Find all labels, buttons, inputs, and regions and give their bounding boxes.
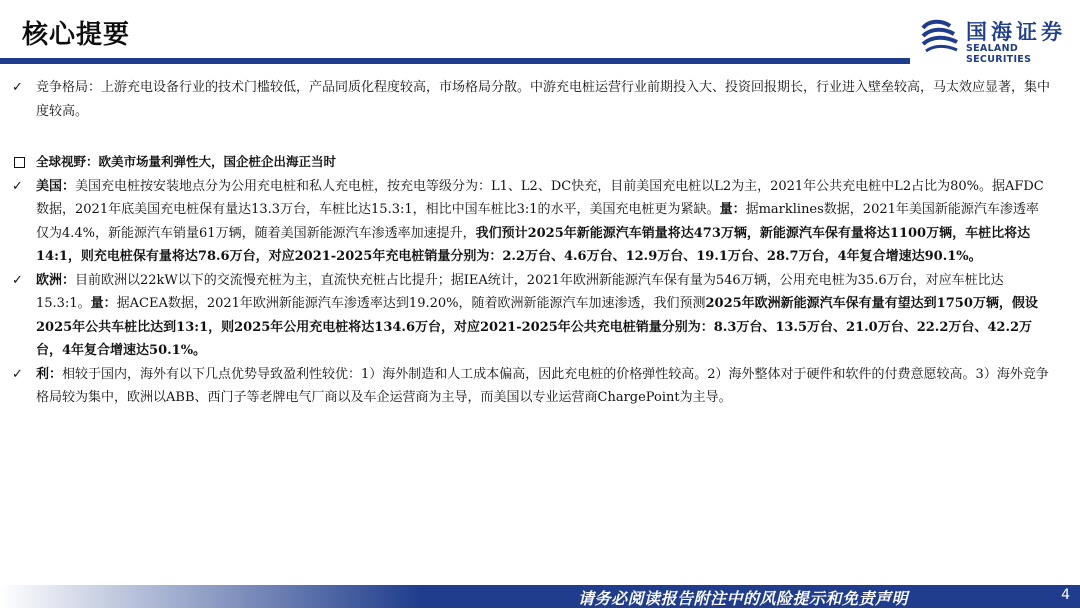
europe-text-2: 据ACEA数据，2021年欧洲新能源汽车渗透率达到19.20%，随着欧洲新能源汽车加速渗透，我们预测 [116, 296, 706, 311]
logo-chinese-name: 国海证券 [966, 20, 1066, 44]
check-icon: ✓ [12, 178, 23, 194]
check-icon: ✓ [12, 366, 23, 382]
logo-english-name: SEALAND SECURITIES [966, 43, 1032, 65]
europe-paragraph [12, 269, 1050, 363]
usa-text-2: 据marklines数据，2021年美国新能源汽车渗透率仅为4.4%，新能源汽车销量61万辆，随着美国新能源汽车渗透率加速提升， [36, 202, 1039, 241]
footer-bar [0, 585, 1080, 608]
disclaimer-text: 请务必阅读报告附注中的风险提示和免责声明 [578, 589, 909, 608]
competition-paragraph [12, 76, 1050, 123]
europe-forecast: 2025年欧洲新能源汽车保有量有望达到1750万辆，假设2025年公共车桩比达到13:1，则2025年公用充电桩将达134.6万台，对应2021-2025年公共充电桩销量分别为：8.3万台、13.5万台、21.0万台、22.2万台、42.2万台，4年复合增速达50.1%。 [36, 296, 1038, 358]
usa-forecast: 我们预计2025年新能源汽车销量将达473万辆，新能源汽车保有量将达1100万辆，车桩比将达14:1，则充电桩保有量将达78.6万台，对应2021-2025年充电桩销量分别为：2.2万台、4.6万台、12.9万台、19.1万台、28.7万台，4年复合增速达90.1%。 [36, 225, 1031, 264]
spacer [12, 123, 1050, 150]
section-heading-text: 全球视野：欧美市场量利弹性大，国企桩企出海正当时 [36, 154, 337, 169]
check-icon: ✓ [12, 272, 23, 288]
company-logo [920, 16, 1070, 65]
page-number: 4 [1061, 587, 1070, 603]
usa-paragraph [12, 175, 1050, 269]
check-icon: ✓ [12, 80, 23, 95]
usa-volume-label: 量： [719, 202, 746, 217]
profit-label: 利： [36, 366, 63, 382]
competition-text: 竞争格局：上游充电设备行业的技术门槛较低，产品同质化程度较高，市场格局分散。中游充电桩运营行业前期投入大、投资回报期长，行业进入壁垒较高，马太效应显著，集中度较高。 [36, 80, 1051, 119]
usa-label: 美国： [36, 178, 76, 194]
profit-paragraph [12, 363, 1050, 410]
footer-gradient [0, 585, 420, 608]
page-title: 核心提要 [22, 20, 131, 50]
header-divider [0, 58, 910, 64]
profit-text: 相较于国内，海外有以下几点优势导致盈利性较优：1）海外制造和人工成本偏高，因此充电桩的价格弹性较高。2）海外整体对于硬件和软件的付费意愿较高。3）海外竞争格局较为集中，欧洲以ABB、西门子等老牌电气厂商以及车企运营商为主导，而美国以专业运营商ChargePoint为主导。 [36, 366, 1049, 405]
europe-label: 欧洲： [36, 272, 76, 288]
europe-volume-label: 量： [90, 296, 117, 311]
header [0, 0, 1080, 64]
usa-text-1: 美国充电桩按安装地点分为公用充电桩和私人充电桩，按充电等级分为：L1、L2、DC快充，目前美国充电桩以L2为主，2021年公共充电桩中L2占比为80%。据AFDC数据，2021年底美国充电桩保有量达13.3万台，车桩比达15.3:1，相比中国车桩比3:1的水平，美国充电桩更为紧缺。 [36, 178, 1044, 217]
sealand-logo-icon [920, 16, 960, 56]
europe-text-1: 目前欧洲以22kW以下的交流慢充桩为主，直流快充桩占比提升；据IEA统计，2021年欧洲新能源汽车保有量为546万辆，公用充电桩为35.6万台，对应车桩比达15.3:1。 [36, 272, 1004, 311]
summary-content [12, 76, 1050, 410]
section-heading [12, 150, 1050, 175]
square-bullet-icon [14, 157, 25, 168]
